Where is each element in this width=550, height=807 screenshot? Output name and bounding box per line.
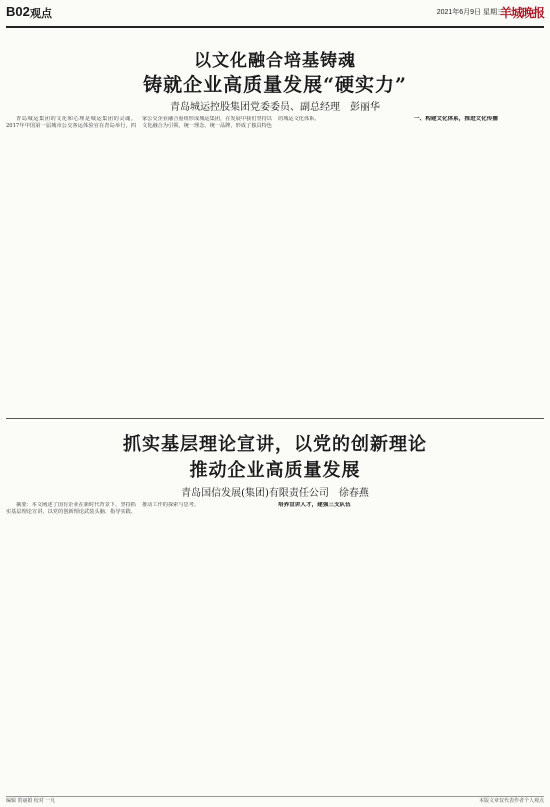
article1-title-line2: 铸就企业高质量发展“硬实力” (143, 74, 407, 96)
article2-title-line2: 推动企业高质量发展 (189, 460, 361, 481)
issue-date: 2021年6月9日 星期三 (436, 9, 504, 16)
article2-body (6, 502, 544, 790)
article1-paragraph: 青岛城运集团的文化和心理是城运集团的灵魂。2017年中国第一届城市公交客运体验官在青岛举行，四家公交企业融合重组形成城运集团，在发展中我们坚持以文化融合为引领，统一理念、统一品牌，形成了独具特色的城运文化体系。 (6, 116, 320, 129)
article1-section-heading: 一、构建文化体系，推进文化传播 (414, 116, 498, 122)
article-divider (6, 418, 544, 419)
article1-byline: 青岛城运控股集团党委委员、副总经理 彭丽华 (170, 102, 380, 113)
section-name: 观点 (30, 8, 52, 20)
article1-title-line1: 以文化融合培基铸魂 (194, 51, 356, 71)
page-number: B02 (6, 4, 30, 19)
page-header (6, 4, 544, 28)
article2-section-heading: 培养宣讲人才，建强三支队伍 (278, 502, 351, 508)
page-footer (6, 796, 544, 805)
article2-byline: 青岛国信发展(集团)有限责任公司 徐春燕 (181, 488, 369, 499)
footer-editor: 编辑 贺丽娟 校对 一凡 (6, 798, 56, 804)
article2-abstract: 摘要：本文阐述了国有企业在新时代背景下，坚持抓实基层理论宣讲，以党的创新理论武装头脑、指导实践、推动工作的探索与思考。 (6, 502, 200, 515)
article2-title-line1: 抓实基层理论宣讲，以党的创新理论 (123, 434, 427, 455)
footer-note: 本版文章仅代表作者个人观点 (478, 798, 544, 804)
newspaper-logo: 羊城晚报 (499, 6, 544, 20)
article1-body (6, 116, 544, 406)
